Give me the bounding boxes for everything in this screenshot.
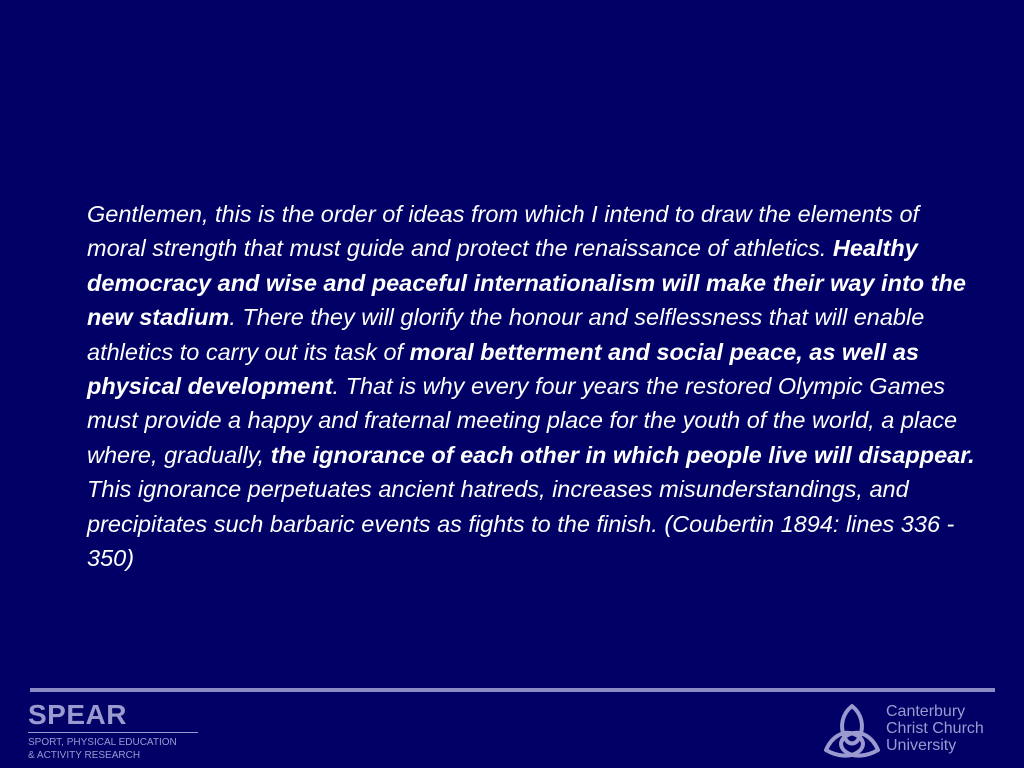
spear-logo-underline: [28, 732, 198, 733]
quote-text-1: Gentlemen, this is the order of ideas from which I intend to draw the elements of moral strength that must guide and protect the renaissance of athletics.: [87, 201, 920, 262]
quote-text-4: This ignorance perpetuates ancient hatreds, increases misunderstandings, and precipitates such barbaric events as fights to the finish. (Coubertin 1894: lines 336 - 350): [87, 476, 955, 572]
spear-logo: [28, 700, 203, 764]
quote-text-2: . There they will glorify the honour and selflessness that will enable athletics to carry out its task of: [87, 304, 925, 365]
quote-text-3: . That is why every four years the restored Olympic Games must provide a happy and fraternal meeting place for the youth of the world, a place where, gradually,: [87, 373, 958, 468]
spear-logo-subtitle-line1: SPORT, PHYSICAL EDUCATION: [28, 737, 177, 748]
coubertin-quote: [87, 197, 982, 575]
university-logo-line3: University: [886, 737, 957, 754]
university-crest-icon: [822, 702, 882, 758]
quote-bold-1: Healthy democracy and wise and peaceful internationalism will make their way into the new stadium: [87, 235, 966, 331]
quote-bold-2: moral betterment and social peace, as well as physical development: [87, 338, 919, 400]
quote-bold-3: the ignorance of each other in which people live will disappear.: [270, 441, 975, 468]
university-logo-line2: Christ Church: [886, 720, 984, 737]
footer-divider: [30, 688, 995, 692]
university-logo-line1: Canterbury: [886, 703, 966, 720]
spear-logo-name: SPEAR: [28, 699, 127, 730]
spear-logo-subtitle-line2: & ACTIVITY RESEARCH: [28, 750, 141, 761]
university-logo-text: [886, 703, 984, 754]
spear-logo-subtitle: [28, 736, 177, 762]
university-logo: [822, 700, 1012, 764]
